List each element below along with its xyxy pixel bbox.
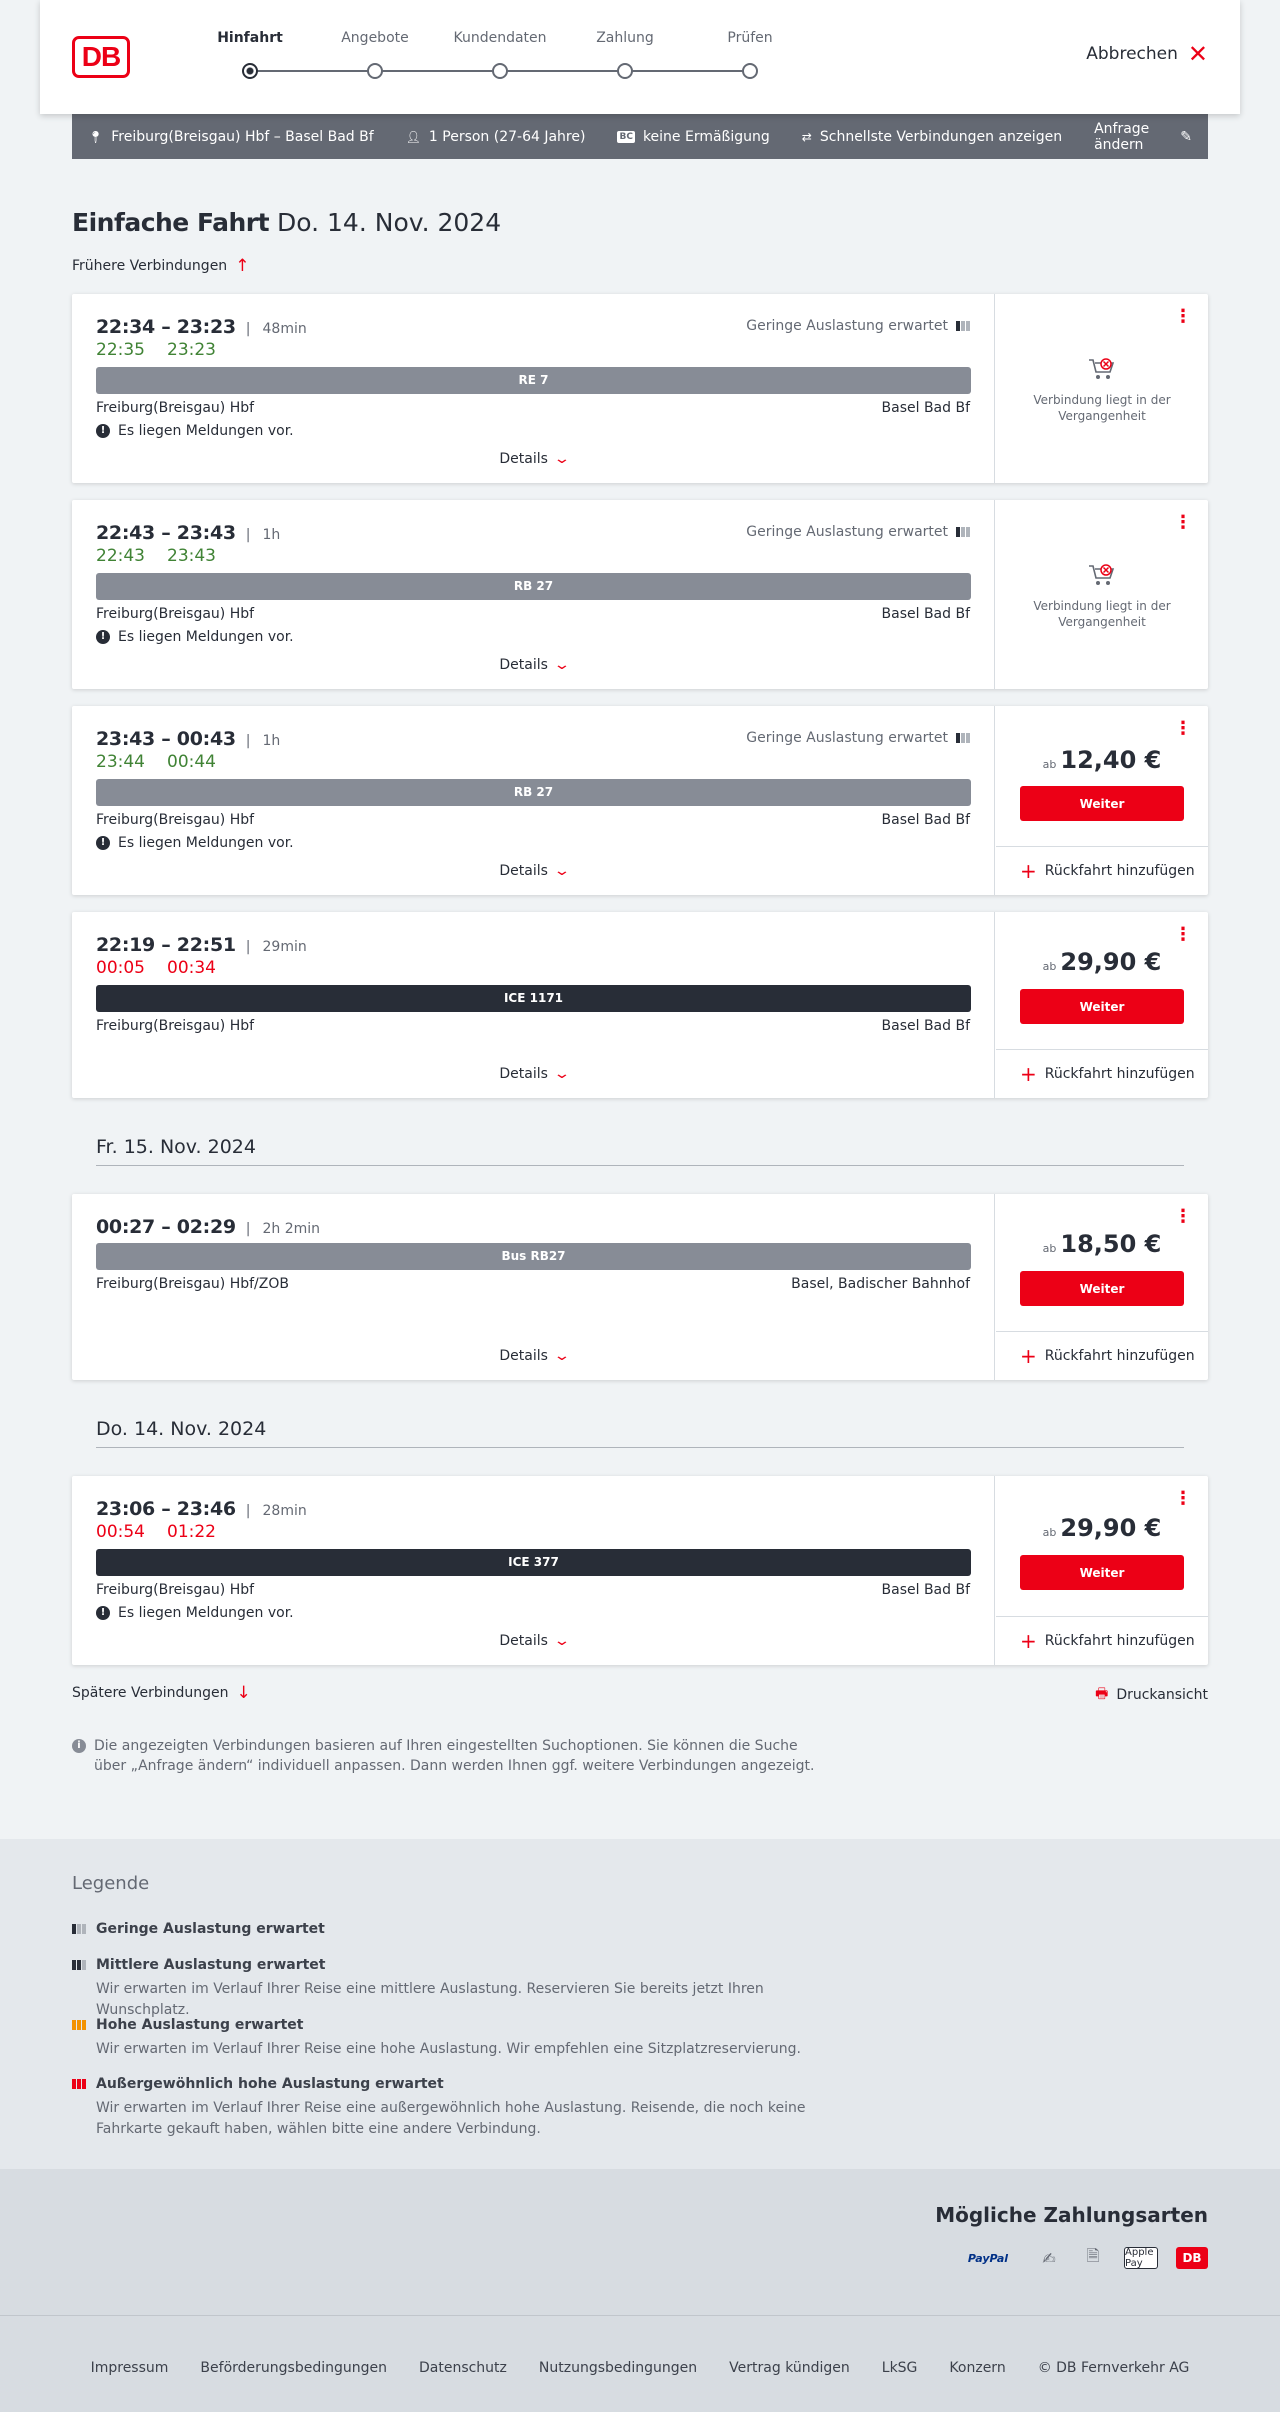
footer-copyright: © DB Fernverkehr AG xyxy=(1037,2360,1190,2376)
print-view-link[interactable] xyxy=(1095,1683,1208,1707)
occupancy-text: Geringe Auslastung erwartet xyxy=(746,524,948,540)
connection-main xyxy=(72,706,995,895)
db-payment-icon: DB xyxy=(1176,2247,1208,2269)
price-value: 18,50 € xyxy=(1060,1230,1162,1258)
plus-icon: + xyxy=(1020,1629,1037,1653)
realtime-times xyxy=(96,1522,238,1542)
cart-unavailable-icon xyxy=(1087,562,1117,588)
notice xyxy=(96,423,294,439)
duration: | 28min xyxy=(246,1503,307,1519)
realtime-departure: 22:43 xyxy=(96,546,145,566)
step-label: Zahlung xyxy=(596,30,654,46)
price-value: 12,40 € xyxy=(1060,746,1162,774)
duration: | 1h xyxy=(246,733,281,749)
price-prefix: ab xyxy=(1042,960,1057,973)
planned-times: 23:43 – 00:43 xyxy=(96,728,236,750)
return-label: Rückfahrt hinzufügen xyxy=(1044,863,1195,879)
price-prefix: ab xyxy=(1042,1526,1057,1539)
printer-icon: 🖶︎ xyxy=(1095,1686,1109,1702)
db-logo[interactable]: DB xyxy=(72,36,130,78)
legend-item-desc: Wir erwarten im Verlauf Ihrer Reise eine mittlere Auslastung. Reservieren Sie bereits jetzt Ihren Wunschplatz. xyxy=(96,1981,764,2018)
travellers-text: 1 Person (27-64 Jahre) xyxy=(428,128,586,145)
details-toggle[interactable] xyxy=(72,657,995,673)
cancel-button[interactable] xyxy=(1086,40,1208,68)
past-text: Verbindung liegt in der Vergangenheit xyxy=(1033,599,1171,629)
query-discount xyxy=(617,129,769,145)
arrow-up-icon: ↑ xyxy=(235,256,250,276)
footer-link-konzern[interactable]: Konzern xyxy=(949,2360,1006,2376)
connection-main xyxy=(72,1476,995,1665)
trip-type: Einfache Fahrt xyxy=(72,208,270,237)
occupancy-low-icon xyxy=(956,733,970,743)
connection-main xyxy=(72,912,995,1098)
occupancy-exceptional-icon xyxy=(72,2079,88,2089)
info-note xyxy=(72,1736,832,1776)
legend-item-title: Hohe Auslastung erwartet xyxy=(96,2017,304,2033)
more-options-icon[interactable]: ⋮ xyxy=(1174,306,1192,327)
step-label: Prüfen xyxy=(727,30,773,46)
date-separator: Do. 14. Nov. 2024 xyxy=(96,1418,1184,1448)
notice xyxy=(96,835,294,851)
connection-side xyxy=(996,706,1208,895)
occupancy-text: Geringe Auslastung erwartet xyxy=(746,730,948,746)
planned-times: 22:19 – 22:51 xyxy=(96,934,236,956)
connection-main xyxy=(72,500,995,689)
connection-card xyxy=(72,1194,1208,1380)
planned-times: 22:34 – 23:23 xyxy=(96,316,236,338)
connection-times xyxy=(96,1216,320,1238)
details-label: Details xyxy=(499,451,548,467)
price xyxy=(996,746,1208,774)
change-query-button[interactable] xyxy=(1094,121,1192,153)
step-dot xyxy=(367,63,383,79)
discount-text: keine Ermäßigung xyxy=(642,128,770,145)
occupancy xyxy=(746,318,970,334)
train-bar[interactable]: RB 27 xyxy=(96,573,971,600)
price xyxy=(996,948,1208,976)
notice-text: Es liegen Meldungen vor. xyxy=(118,1605,294,1621)
step-angebote xyxy=(320,30,430,79)
legend-item-desc: Wir erwarten im Verlauf Ihrer Reise eine hohe Auslastung. Wir empfehlen eine Sitzplatzreservierung. xyxy=(96,2041,801,2057)
step-dot xyxy=(242,63,258,79)
route-text: Freiburg(Breisgau) Hbf – Basel Bad Bf xyxy=(111,128,374,145)
trip-date: Do. 14. Nov. 2024 xyxy=(277,208,502,237)
connection-times xyxy=(96,1498,307,1520)
footer-link-impressum[interactable]: Impressum xyxy=(90,2360,169,2376)
cart-unavailable-icon xyxy=(1087,356,1117,382)
connection-main xyxy=(72,294,995,483)
occupancy xyxy=(746,524,970,540)
train-bar[interactable]: Bus RB27 xyxy=(96,1243,971,1270)
more-options-icon[interactable]: ⋮ xyxy=(1174,1206,1192,1227)
pencil-icon: ✎ xyxy=(1180,128,1192,145)
apple-pay-icon: Apple Pay xyxy=(1124,2247,1158,2269)
warning-icon: ! xyxy=(96,424,110,438)
occupancy-high-icon xyxy=(72,2020,88,2030)
connection-card xyxy=(72,706,1208,895)
arrival-station: Basel Bad Bf xyxy=(881,812,970,828)
price xyxy=(996,1230,1208,1258)
departure-station: Freiburg(Breisgau) Hbf xyxy=(96,400,255,416)
realtime-departure: 00:54 xyxy=(96,1522,145,1542)
realtime-arrival: 23:43 xyxy=(167,546,216,566)
legend-item-title: Außergewöhnlich hohe Auslastung erwartet xyxy=(96,2076,444,2092)
train-bar[interactable]: ICE 377 xyxy=(96,1549,971,1576)
chevron-down-icon: ⌄ xyxy=(552,1348,571,1364)
notice-text: Es liegen Meldungen vor. xyxy=(118,835,294,851)
continue-button[interactable]: Weiter xyxy=(1020,989,1184,1024)
occupancy-low-icon xyxy=(72,1924,88,1934)
query-bar xyxy=(72,114,1208,159)
step-zahlung xyxy=(570,30,680,79)
warning-icon: ! xyxy=(96,836,110,850)
step-pruefen xyxy=(695,30,805,79)
planned-times: 22:43 – 23:43 xyxy=(96,522,236,544)
departure-station: Freiburg(Breisgau) Hbf/ZOB xyxy=(96,1276,289,1292)
cancel-label: Abbrechen xyxy=(1086,44,1178,64)
step-kundendaten xyxy=(445,30,555,79)
footer xyxy=(0,2315,1280,2412)
step-dot xyxy=(742,63,758,79)
step-dot xyxy=(492,63,508,79)
step-label: Kundendaten xyxy=(453,30,547,46)
arrival-station: Basel Bad Bf xyxy=(881,1018,970,1034)
realtime-departure: 22:35 xyxy=(96,340,145,360)
direct-debit-icon: ✍︎ xyxy=(1042,2248,1056,2268)
past-notice xyxy=(996,356,1208,424)
info-text: Die angezeigten Verbindungen basieren auf Ihren eingestellten Suchoptionen. Sie können die Suche über „Anfrage ändern“ individuell anpassen. Dann werden Ihnen ggf. weitere Verbindungen angezeigt. xyxy=(94,1738,815,1774)
chevron-down-icon: ⌄ xyxy=(552,1066,571,1082)
train-bar[interactable]: RB 27 xyxy=(96,779,971,806)
realtime-times xyxy=(96,340,238,360)
add-return-button[interactable] xyxy=(996,846,1208,895)
paypal-icon: PayPal xyxy=(967,2251,1009,2265)
connection-main xyxy=(72,1194,995,1380)
details-label: Details xyxy=(499,657,548,673)
more-options-icon[interactable]: ⋮ xyxy=(1174,718,1192,739)
train-bar[interactable]: ICE 1171 xyxy=(96,985,971,1012)
change-query-label: Anfrage ändern xyxy=(1094,120,1150,153)
more-options-icon[interactable]: ⋮ xyxy=(1174,1488,1192,1509)
swap-arrows-icon: ⇄ xyxy=(801,129,812,144)
continue-button[interactable]: Weiter xyxy=(1020,786,1184,821)
departure-station: Freiburg(Breisgau) Hbf xyxy=(96,1582,255,1598)
connection-times xyxy=(96,934,307,956)
realtime-departure: 00:05 xyxy=(96,958,145,978)
legend-item xyxy=(72,1921,852,1937)
warning-icon: ! xyxy=(96,1606,110,1620)
realtime-times xyxy=(96,752,238,772)
payment-section xyxy=(0,2169,1280,2315)
price-value: 29,90 € xyxy=(1060,1514,1162,1542)
print-label: Druckansicht xyxy=(1116,1687,1208,1703)
info-icon: i xyxy=(72,1739,86,1753)
return-label: Rückfahrt hinzufügen xyxy=(1044,1348,1195,1364)
train-bar[interactable]: RE 7 xyxy=(96,367,971,394)
step-dot xyxy=(617,63,633,79)
arrival-station: Basel Bad Bf xyxy=(881,400,970,416)
duration: | 29min xyxy=(246,939,307,955)
continue-button[interactable]: Weiter xyxy=(1020,1555,1184,1590)
person-icon: 👤︎ xyxy=(405,129,421,144)
realtime-departure: 23:44 xyxy=(96,752,145,772)
step-hinfahrt[interactable] xyxy=(195,30,305,79)
plus-icon: + xyxy=(1020,1344,1037,1368)
bahncard-icon: BC xyxy=(619,131,633,142)
legend-item xyxy=(72,2076,852,2140)
earlier-connections-link[interactable] xyxy=(72,256,249,276)
occupancy-medium-icon xyxy=(72,1960,88,1970)
realtime-times xyxy=(96,546,238,566)
occupancy-low-icon xyxy=(956,321,970,331)
details-label: Details xyxy=(499,1633,548,1649)
details-toggle[interactable] xyxy=(72,863,995,879)
step-label: Hinfahrt xyxy=(217,30,283,46)
price xyxy=(996,1514,1208,1542)
connection-side xyxy=(996,1476,1208,1665)
footer-link-vertrag-kuendigen[interactable]: Vertrag kündigen xyxy=(729,2360,850,2376)
duration: | 2h 2min xyxy=(246,1221,320,1237)
details-toggle[interactable] xyxy=(72,1348,995,1364)
close-icon: ✕ xyxy=(1187,40,1208,68)
footer-links xyxy=(0,2360,1280,2376)
price-prefix: ab xyxy=(1042,1242,1057,1255)
legend-item xyxy=(72,2017,852,2060)
legend-item-title: Geringe Auslastung erwartet xyxy=(96,1921,325,1937)
occupancy-low-icon xyxy=(956,527,970,537)
realtime-arrival: 01:22 xyxy=(167,1522,216,1542)
arrow-down-icon: ↓ xyxy=(236,1683,251,1703)
details-toggle[interactable] xyxy=(72,1066,995,1082)
details-label: Details xyxy=(499,863,548,879)
realtime-times xyxy=(96,958,238,978)
query-mode xyxy=(802,129,1062,145)
realtime-arrival: 23:23 xyxy=(167,340,216,360)
notice xyxy=(96,629,294,645)
return-label: Rückfahrt hinzufügen xyxy=(1044,1633,1195,1649)
realtime-arrival: 00:44 xyxy=(167,752,216,772)
plus-icon: + xyxy=(1020,1062,1037,1086)
plus-icon: + xyxy=(1020,859,1037,883)
chevron-down-icon: ⌄ xyxy=(552,657,571,673)
past-notice xyxy=(996,562,1208,630)
footer-link-befoerderungsbedingungen[interactable]: Beförderungsbedingungen xyxy=(200,2360,387,2376)
add-return-button[interactable] xyxy=(996,1331,1208,1380)
arrival-station: Basel Bad Bf xyxy=(881,1582,970,1598)
progress-steps xyxy=(210,30,773,90)
details-toggle[interactable] xyxy=(72,451,995,467)
later-label: Spätere Verbindungen xyxy=(72,1685,229,1701)
details-label: Details xyxy=(499,1066,548,1082)
step-label: Angebote xyxy=(341,30,409,46)
occupancy xyxy=(746,730,970,746)
price-value: 29,90 € xyxy=(1060,948,1162,976)
legend-item xyxy=(72,1957,852,2021)
payment-icons xyxy=(958,2247,1208,2269)
notice-text: Es liegen Meldungen vor. xyxy=(118,423,294,439)
past-text: Verbindung liegt in der Vergangenheit xyxy=(1033,393,1171,423)
connection-card xyxy=(72,1476,1208,1665)
later-connections-link[interactable] xyxy=(72,1683,251,1703)
duration: | 1h xyxy=(246,527,281,543)
departure-station: Freiburg(Breisgau) Hbf xyxy=(96,606,255,622)
payment-title: Mögliche Zahlungsarten xyxy=(935,2203,1208,2227)
more-options-icon[interactable]: ⋮ xyxy=(1174,512,1192,533)
duration: | 48min xyxy=(246,321,307,337)
more-options-icon[interactable]: ⋮ xyxy=(1174,924,1192,945)
add-return-button[interactable] xyxy=(996,1049,1208,1098)
continue-button[interactable]: Weiter xyxy=(1020,1271,1184,1306)
connection-side xyxy=(996,294,1208,483)
connection-card xyxy=(72,912,1208,1098)
connection-card xyxy=(72,294,1208,483)
arrival-station: Basel Bad Bf xyxy=(881,606,970,622)
connection-times xyxy=(96,316,307,338)
footer-link-nutzungsbedingungen[interactable]: Nutzungsbedingungen xyxy=(538,2360,698,2376)
invoice-icon: 🗎︎ xyxy=(1086,2245,1100,2265)
connection-times xyxy=(96,522,280,544)
notice xyxy=(96,1605,294,1621)
details-toggle[interactable] xyxy=(72,1633,995,1649)
price-prefix: ab xyxy=(1042,758,1057,771)
mode-text: Schnellste Verbindungen anzeigen xyxy=(819,128,1063,145)
details-label: Details xyxy=(499,1348,548,1364)
occupancy-text: Geringe Auslastung erwartet xyxy=(746,318,948,334)
planned-times: 23:06 – 23:46 xyxy=(96,1498,236,1520)
legend-title: Legende xyxy=(72,1873,150,1894)
footer-link-lksg[interactable]: LkSG xyxy=(881,2360,918,2376)
footer-link-datenschutz[interactable]: Datenschutz xyxy=(418,2360,507,2376)
notice-text: Es liegen Meldungen vor. xyxy=(118,629,294,645)
legend-item-desc: Wir erwarten im Verlauf Ihrer Reise eine außergewöhnlich hohe Auslastung. Reisende, die noch keine Fahrkarte gekauft haben, wählen bitte eine andere Verbindung. xyxy=(96,2100,806,2137)
connection-side xyxy=(996,912,1208,1098)
connection-side xyxy=(996,1194,1208,1380)
legend xyxy=(0,1839,1280,2169)
return-label: Rückfahrt hinzufügen xyxy=(1044,1066,1195,1082)
location-pin-icon: 📍︎ xyxy=(88,129,104,144)
chevron-down-icon: ⌄ xyxy=(552,1633,571,1649)
connection-side xyxy=(996,500,1208,689)
chevron-down-icon: ⌄ xyxy=(552,863,571,879)
connection-card xyxy=(72,500,1208,689)
realtime-arrival: 00:34 xyxy=(167,958,216,978)
chevron-down-icon: ⌄ xyxy=(552,451,571,467)
legend-item-title: Mittlere Auslastung erwartet xyxy=(96,1957,326,1973)
departure-station: Freiburg(Breisgau) Hbf xyxy=(96,1018,255,1034)
planned-times: 00:27 – 02:29 xyxy=(96,1216,236,1238)
query-travellers xyxy=(406,129,586,145)
connection-times xyxy=(96,728,280,750)
add-return-button[interactable] xyxy=(996,1616,1208,1665)
earlier-label: Frühere Verbindungen xyxy=(72,258,228,274)
departure-station: Freiburg(Breisgau) Hbf xyxy=(96,812,255,828)
page-title xyxy=(72,208,501,237)
warning-icon: ! xyxy=(96,630,110,644)
date-separator: Fr. 15. Nov. 2024 xyxy=(96,1136,1184,1166)
header xyxy=(40,0,1240,114)
query-route xyxy=(88,129,374,145)
arrival-station: Basel, Badischer Bahnhof xyxy=(791,1276,970,1292)
